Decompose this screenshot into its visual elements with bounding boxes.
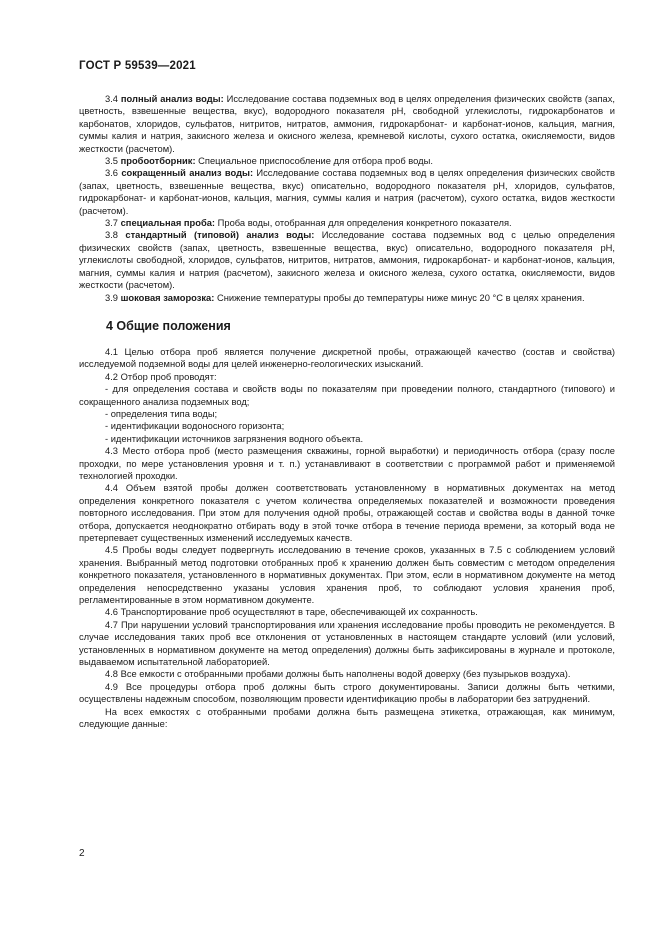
- term-text: Проба воды, отобранная для определения конкретного показателя.: [217, 218, 512, 229]
- section-paragraph: 4.6 Транспортирование проб осуществляют в таре, обеспечивающей их сохранность.: [105, 607, 478, 618]
- term-name: специальная проба:: [120, 218, 216, 229]
- page-number: 2: [79, 848, 85, 859]
- term-name: стандартный (типовой) анализ воды:: [125, 230, 315, 241]
- section-paragraph: 4.7 При нарушении условий транспортирования или хранения исследование пробы проводить не рекомендуется. В случае исследования таких проб все отклонения от установленных в настоящем стандарте условий (или условий, установленных в нормативном документе на метод определения) должны быть зафиксированы в журнале и протоколе, выдаваемом испытательной лабораторией.: [79, 619, 615, 668]
- section-paragraph: 4.3 Место отбора проб (место размещения скважины, горной выработки) и периодичность отбора (сразу после проходки, по мере установления уровня и т. п.) устанавливают в соответствии с программой работ и применяемой технологией проходки.: [79, 446, 615, 481]
- page-content: [79, 93, 615, 731]
- term-definition: [79, 155, 615, 167]
- term-text: Специальное приспособление для отбора проб воды.: [198, 156, 433, 167]
- term-number: 3.7: [105, 218, 118, 229]
- term-definition: [79, 217, 615, 229]
- term-definition: [79, 229, 615, 291]
- term-text: Исследование состава подземных вод в целях определения физических свойств (запах, цветность, взвешенные вещества, вкус) описательно, водородного показателя pH, хлоридов, сульфатов, гидрокарбонат- и карбонат-ионов, кальция, магния, суммы калия и натрия (расчетом), сухого остатка, видов жесткости (расчетом).: [79, 168, 615, 216]
- term-definition: [79, 93, 615, 155]
- section-paragraph: - определения типа воды;: [105, 408, 218, 419]
- section-paragraph: 4.5 Пробы воды следует подвергнуть исследованию в течение сроков, указанных в 7.5 с соблюдением условий хранения. Выбранный метод подготовки отобранных проб к хранению должен быть совместим с методом определения конкретного показателя, установленного в нормативных документах. При этом, если в нормативном документе на метод определения непосредственно указаны условия хранения проб, то соблюдают условия хранения проб, регламентированные в этом нормативном документе.: [79, 545, 615, 606]
- term-definition: [79, 292, 615, 304]
- section-paragraph: 4.1 Целью отбора проб является получение дискретной пробы, отражающей качество (состав и свойства) исследуемой подземной воды для целей инженерно-геологических изысканий.: [79, 346, 615, 370]
- section-paragraph: 4.2 Отбор проб проводят:: [105, 371, 217, 382]
- term-name: полный анализ воды:: [120, 94, 224, 104]
- section-paragraph: - идентификации водоносного горизонта;: [105, 421, 285, 432]
- terms-list: [79, 93, 615, 304]
- section-title: 4 Общие положения: [106, 318, 231, 333]
- term-text: Исследование состава подземных вод с целью определения физических свойств (запах, цветность, взвешенные вещества, вкус) описательно, водородного показателя pH, углекислоты свободной, хлоридов, сульфатов, нитритов, нитратов, аммония, гидрокарбонат- и карбонат-ионов, кальция, магния, суммы калия и натрия (расчетом), закисного железа и окисного железа, сухого остатка, окисляемости, видов жесткости (расчетом).: [79, 230, 615, 291]
- term-number: 3.9: [105, 292, 118, 303]
- section-paragraph: На всех емкостях с отобранными пробами должна быть размещена этикетка, отражающая, как минимум, следующие данные:: [79, 706, 615, 730]
- section-body: [79, 346, 615, 731]
- term-number: 3.4: [105, 94, 118, 104]
- term-number: 3.8: [105, 230, 118, 241]
- term-name: шоковая заморозка:: [120, 292, 215, 303]
- term-number: 3.5: [105, 156, 118, 167]
- term-name: пробоотборник:: [120, 156, 196, 167]
- term-text: Снижение температуры пробы до температуры ниже минус 20 °C в целях хранения.: [216, 292, 585, 303]
- section-paragraph: 4.9 Все процедуры отбора проб должны быть строго документированы. Записи должны быть четкими, осуществлены надежным способом, позволяющим провести идентификацию пробы в лаборатории без затруднений.: [79, 681, 615, 705]
- term-definition: [79, 167, 615, 217]
- section-paragraph: - для определения состава и свойств воды по показателям при проведении полного, стандартного (типового) и сокращенного анализа подземных вод;: [79, 384, 615, 407]
- section-paragraph: 4.8 Все емкости с отобранными пробами должны быть наполнены водой доверху (без пузырьков воздуха).: [105, 669, 571, 680]
- section-paragraph: - идентификации источников загрязнения водного объекта.: [105, 433, 364, 444]
- term-text: Исследование состава подземных вод в целях определения физических свойств (запах, цветность, взвешенные вещества, вкус), водородного показателя pH, свободной углекислоты, гидрокарбонатов и карбонатов, хлоридов, сульфатов, нитритов, нитратов, аммония, гидрокарбонат- и карбонат-ионов, кальция, магния, суммы калия и натрия, закисного железа и окисного железа, кремневой кислоты, сухого остатка, окисляемости, видов жесткости (расчетом).: [79, 94, 615, 154]
- term-name: сокращенный анализ воды:: [121, 168, 254, 179]
- term-number: 3.6: [105, 168, 118, 179]
- section-paragraph: 4.4 Объем взятой пробы должен соответствовать установленному в нормативных документах на метод определения конкретного показателя с учетом количества определяемых показателей и возможности проведения повторного исследования. При этом для получения одной пробы, отражающей состав и свойства воды в данной точке отбора, допускается неоднократно отбирать воду в этой точке отбора в течение периода времени, за который вода не претерпевает существенных изменений исследуемых качеств.: [79, 483, 615, 543]
- document-code: ГОСТ Р 59539—2021: [79, 60, 196, 72]
